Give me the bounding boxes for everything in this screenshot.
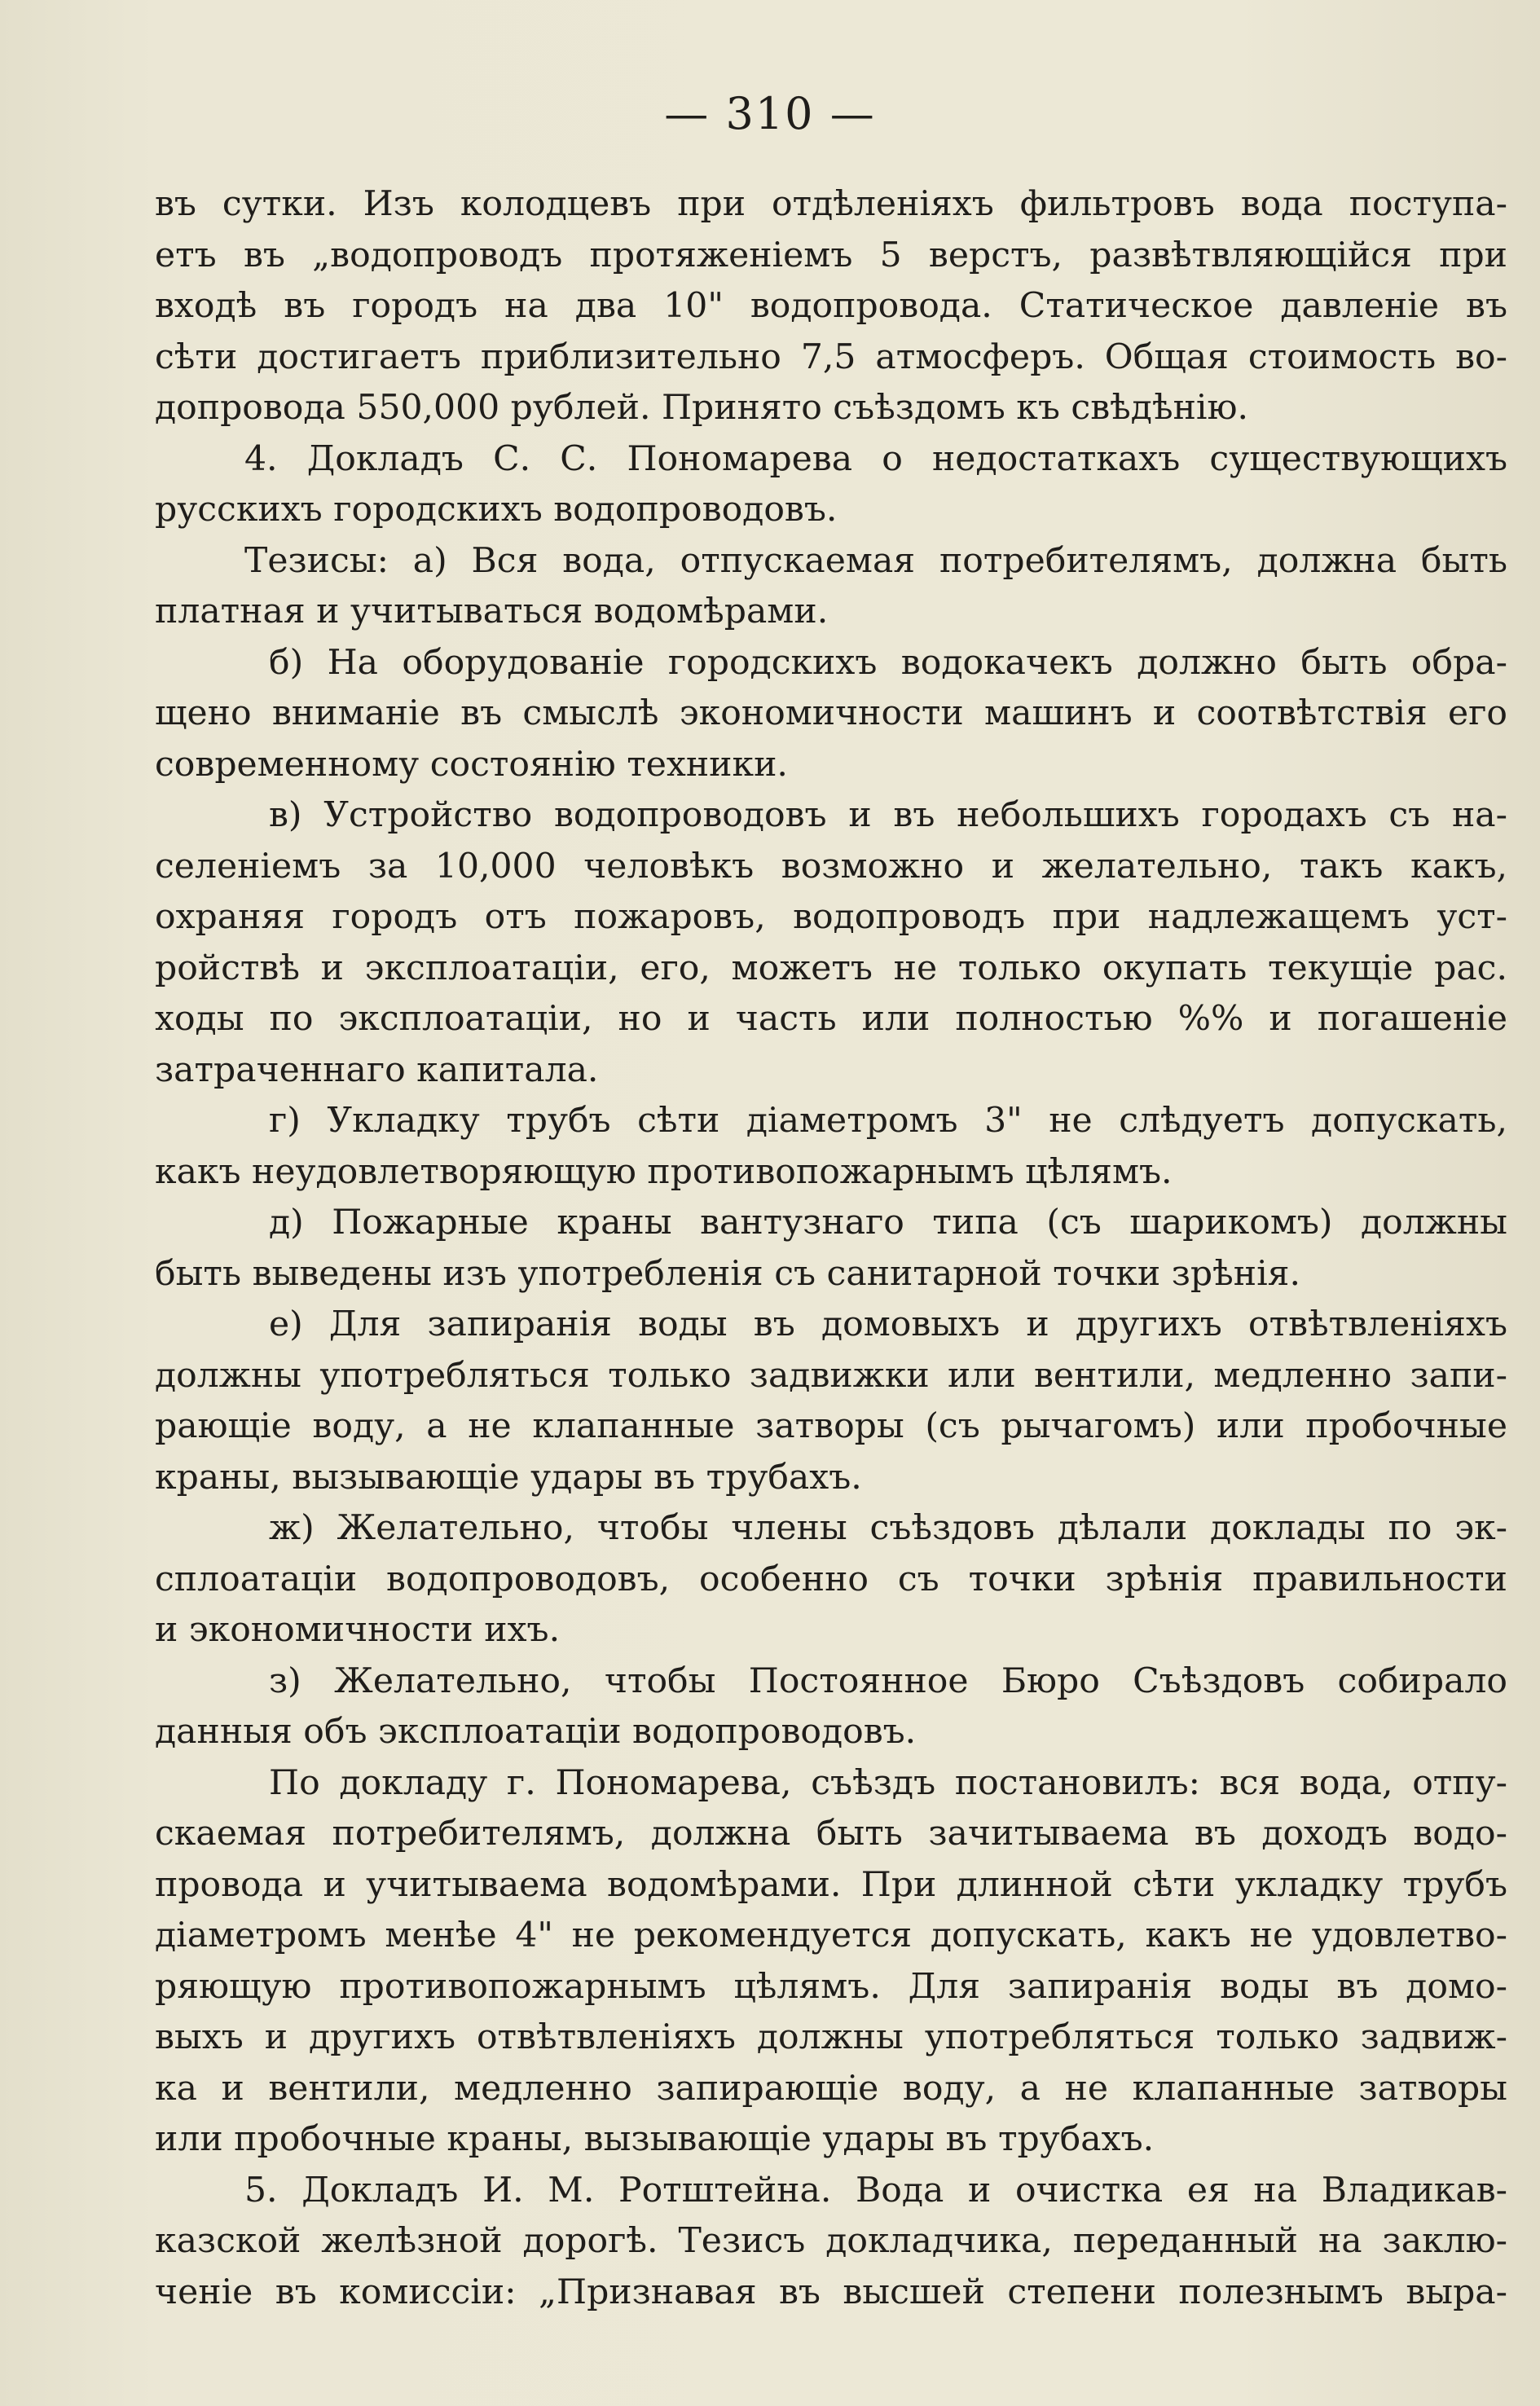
text-line: ка и вентили, медленно запирающiе воду, а не клапанные затворы bbox=[155, 2068, 1507, 2109]
text-line: е) Для запиранiя воды въ домовыхъ и другихъ отвѣтвленiяхъ bbox=[269, 1304, 1507, 1344]
text-line: допровода 550,000 рублей. Принято съѣздомъ къ свѣдѣнiю. bbox=[155, 388, 1249, 428]
text-line: сплоатацiи водопроводовъ, особенно съ точки зрѣнiя правильности bbox=[155, 1559, 1507, 1599]
text-line: дiаметромъ менѣе 4" не рекомендуется допускать, какъ не удовлетво- bbox=[155, 1916, 1507, 1955]
text-line: ходы по эксплоатацiи, но и часть или полностью %% и погашенiе bbox=[155, 999, 1507, 1039]
text-line: краны, вызывающiе удары въ трубахъ. bbox=[155, 1457, 862, 1498]
text-line: платная и учитываться водомѣрами. bbox=[155, 592, 829, 631]
text-line: ченiе въ комиссiи: „Признавая въ высшей степени полезнымъ выра- bbox=[155, 2272, 1507, 2312]
text-line: входѣ въ городъ на два 10" водопровода. Статическое давленiе въ bbox=[155, 286, 1507, 326]
text-line: етъ въ „водопроводъ протяженiемъ 5 верстъ, развѣтвляющiйся при bbox=[155, 235, 1507, 275]
text-line: данныя объ эксплоатацiи водопроводовъ. bbox=[155, 1712, 917, 1752]
text-line: 4. Докладъ С. С. Пономарева о недостаткахъ существующихъ bbox=[244, 438, 1507, 479]
text-line: ж) Желательно, чтобы члены съѣздовъ дѣлали доклады по эк- bbox=[269, 1508, 1507, 1548]
text-line: По докладу г. Пономарева, съѣздъ постановилъ: вся вода, отпу- bbox=[269, 1762, 1507, 1803]
text-line: охраняя городъ отъ пожаровъ, водопроводъ при надлежащемъ уст- bbox=[155, 897, 1507, 937]
text-line: и экономичности ихъ. bbox=[155, 1610, 561, 1650]
text-line: русскихъ городскихъ водопроводовъ. bbox=[155, 490, 838, 530]
text-line: современному состоянiю техники. bbox=[155, 744, 788, 785]
text-line: или пробочные краны, вызывающiе удары въ трубахъ. bbox=[155, 2119, 1155, 2159]
text-line: затраченнаго капитала. bbox=[155, 1049, 599, 1090]
text-line: г) Укладку трубъ сѣти дiаметромъ 3" не слѣдуетъ допускать, bbox=[269, 1101, 1507, 1141]
text-line: ройствѣ и эксплоатацiи, его, можетъ не только окупать текущiе рас. bbox=[155, 948, 1507, 988]
text-line: в) Устройство водопроводовъ и въ небольшихъ городахъ съ на- bbox=[269, 795, 1507, 835]
text-line: щено вниманiе въ смыслѣ экономичности машинъ и соотвѣтствiя его bbox=[155, 693, 1507, 733]
text-line: б) На оборудованiе городскихъ водокачекъ должно быть обра- bbox=[269, 642, 1507, 683]
text-line: провода и учитываема водомѣрами. При длинной сѣти укладку трубъ bbox=[155, 1864, 1507, 1905]
text-line: скаемая потребителямъ, должна быть зачитываема въ доходъ водо- bbox=[155, 1814, 1507, 1854]
page-number: — 310 — bbox=[664, 88, 876, 139]
text-line: быть выведены изъ употребленiя съ санитарной точки зрѣнiя. bbox=[155, 1253, 1301, 1294]
text-line: з) Желательно, чтобы Постоянное Бюро Съѣздовъ собирало bbox=[269, 1660, 1507, 1701]
text-line: сѣти достигаетъ приблизительно 7,5 атмосферъ. Общая стоимость во- bbox=[155, 336, 1507, 377]
text-line: въ сутки. Изъ колодцевъ при отдѣленiяхъ фильтровъ вода поступа- bbox=[155, 184, 1507, 224]
text-line: казской желѣзной дорогѣ. Тезисъ докладчика, переданный на заклю- bbox=[155, 2221, 1507, 2261]
text-line: выхъ и другихъ отвѣтвленiяхъ должны употребляться только задвиж- bbox=[155, 2017, 1507, 2057]
text-line: какъ неудовлетворяющую противопожарнымъ цѣлямъ. bbox=[155, 1151, 1173, 1192]
text-line: д) Пожарные краны вантузнаго типа (съ шарикомъ) должны bbox=[269, 1203, 1507, 1243]
text-line: должны употребляться только задвижки или вентили, медленно запи- bbox=[155, 1355, 1507, 1396]
body-text bbox=[155, 179, 1507, 2318]
text-line: ряющую противопожарнымъ цѣлямъ. Для запиранiя воды въ домо- bbox=[155, 1966, 1507, 2007]
text-line: 5. Докладъ И. М. Ротштейна. Вода и очистка ея на Владикав- bbox=[244, 2170, 1507, 2210]
text-line: Тезисы: а) Вся вода, отпускаемая потребителямъ, должна быть bbox=[244, 540, 1507, 581]
text-line: рающiе воду, а не клапанные затворы (съ рычагомъ) или пробочные bbox=[155, 1406, 1507, 1446]
text-line: селенiемъ за 10,000 человѣкъ возможно и желательно, такъ какъ, bbox=[155, 846, 1507, 886]
